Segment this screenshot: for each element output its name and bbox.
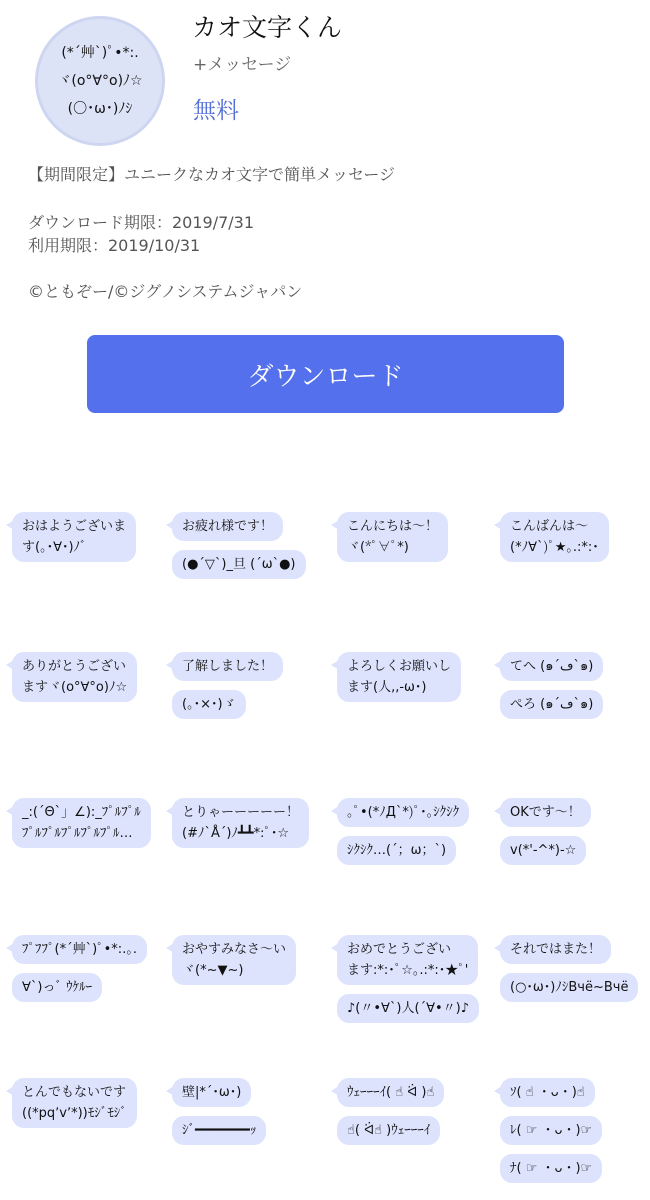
sticker-text: (#ﾉ`Å´)ﾉ┻┻*:ﾟ･☆ — [182, 826, 289, 841]
speech-bubble — [500, 973, 638, 1002]
sticker-text: ｡ﾟ•(*ﾉД`*)ﾟ･｡ｼｸｼｸ — [347, 805, 460, 820]
sticker-item[interactable] — [172, 935, 332, 994]
sticker-item[interactable] — [172, 512, 332, 588]
speech-bubble — [500, 836, 586, 865]
sticker-item[interactable] — [337, 652, 497, 711]
sticker-item[interactable] — [337, 512, 497, 571]
speech-bubble — [500, 935, 611, 964]
sticker-text: 了解しました！ — [182, 659, 274, 674]
app-icon-line: (〇･ω･)ﾉｼ — [67, 101, 133, 117]
app-icon-line: (*´艸`)ﾟ•*:. — [61, 45, 139, 61]
sticker-text: ♪(〃•∀`)人(´∀•〃)♪ — [347, 1001, 470, 1016]
sticker-text: ﾌﾟﾙﾌﾟﾙﾌﾟﾙﾌﾟﾙﾌﾟﾙ… — [22, 826, 133, 841]
copyright-text: ©ともぞー/©ジグノシステムジャパン — [28, 282, 303, 301]
speech-bubble — [500, 1078, 595, 1107]
speech-bubble — [12, 652, 137, 702]
app-title: カオ文字くん — [192, 13, 343, 42]
sticker-item[interactable] — [500, 1078, 650, 1192]
speech-bubble — [12, 1078, 137, 1128]
sticker-text: てへ (๑´ڡ`๑) — [510, 659, 594, 674]
speech-bubble — [337, 1078, 444, 1107]
sticker-text: とんでもないです — [22, 1085, 127, 1100]
sticker-text: (*ﾉ∀`)ﾟ★｡.:*:･ — [510, 540, 599, 555]
speech-bubble — [172, 550, 306, 579]
speech-bubble — [172, 1116, 266, 1145]
sticker-text: ヾ(*ﾟ∀ﾟ*) — [347, 540, 409, 555]
sticker-item[interactable] — [337, 935, 497, 1032]
speech-bubble — [500, 1116, 602, 1145]
download-button[interactable]: ダウンロード — [87, 335, 564, 413]
sticker-text: こんばんは～ — [510, 519, 589, 534]
sticker-text: ありがとうござい — [22, 659, 127, 674]
sticker-text: おめでとうござい — [347, 942, 452, 957]
speech-bubble — [172, 690, 246, 719]
speech-bubble — [12, 935, 147, 964]
speech-bubble — [172, 1078, 251, 1107]
sticker-text: _:(´Θ`」∠):_ﾌﾟﾙﾌﾟﾙ — [22, 805, 141, 820]
app-description: 【期間限定】ユニークなカオ文字で簡単メッセージ — [28, 165, 396, 184]
speech-bubble — [172, 652, 283, 681]
sticker-item[interactable] — [500, 798, 650, 874]
sticker-text: ぺろ (๑´ڡ`๑) — [510, 697, 594, 712]
sticker-item[interactable] — [337, 1078, 497, 1154]
sticker-text: それではまた！ — [510, 942, 602, 957]
sticker-text: お疲れ様です！ — [182, 519, 274, 534]
speech-bubble — [172, 798, 309, 848]
sticker-item[interactable] — [172, 798, 332, 857]
speech-bubble — [337, 935, 478, 985]
sticker-text: ます(人,,-ω･) — [347, 680, 427, 695]
speech-bubble — [172, 512, 283, 541]
speech-bubble — [500, 512, 609, 562]
sticker-text: こんにちは～！ — [347, 519, 439, 534]
speech-bubble — [337, 652, 461, 702]
app-subtitle: +メッセージ — [193, 55, 292, 75]
sticker-item[interactable] — [500, 935, 650, 1011]
speech-bubble — [500, 798, 591, 827]
sticker-text: ﾚ( ☞ ・ᴗ・)☞ — [510, 1123, 593, 1138]
sticker-text: OKです～！ — [510, 805, 581, 820]
sticker-item[interactable] — [337, 798, 497, 874]
sticker-text: ｼﾞ━━━━━━━ｯ — [182, 1123, 257, 1138]
sticker-item[interactable] — [12, 1078, 172, 1137]
speech-bubble — [12, 512, 136, 562]
sticker-text: とりゃーーーーー！ — [182, 805, 300, 820]
sticker-text: ((*pqʼvʼ*))ﾓｼﾞﾓｼﾞ — [22, 1106, 127, 1121]
sticker-item[interactable] — [12, 798, 172, 857]
sticker-text: (｡･×･)ゞ — [182, 697, 236, 712]
sticker-item[interactable] — [12, 512, 172, 571]
download-limit: ダウンロード期限：2019/7/31 — [28, 213, 255, 232]
sticker-text: ｿ( ☝ ・ᴗ・)☝ — [510, 1085, 585, 1100]
sticker-item[interactable] — [500, 652, 650, 728]
sticker-item[interactable] — [12, 652, 172, 711]
sticker-text: おはようございま — [22, 519, 127, 534]
speech-bubble — [12, 798, 151, 848]
speech-bubble — [500, 652, 603, 681]
speech-bubble — [337, 994, 479, 1023]
sticker-item[interactable] — [12, 935, 172, 1011]
sticker-text: (●´▽`)_旦 (´ω`●) — [182, 557, 296, 572]
speech-bubble — [500, 690, 603, 719]
sticker-text: ｳｪｰｰｰｲ( ☝ ᐛ )☝ — [347, 1085, 435, 1100]
speech-bubble — [500, 1154, 602, 1183]
sticker-text: ﾌﾟﾌﾌﾟ(*´艸`)ﾟ•*:.｡. — [22, 942, 137, 957]
sticker-text: おやすみなさ～い — [182, 942, 287, 957]
speech-bubble — [172, 935, 296, 985]
sticker-text: ☝( ᐛ☝ )ｳｪｰｰｰｲ — [347, 1123, 431, 1138]
sticker-text: (○･ω･)ﾉｼBчё~Bчё — [510, 980, 629, 995]
sticker-text: ヾ(*~▼~) — [182, 963, 244, 978]
speech-bubble — [337, 836, 456, 865]
speech-bubble — [337, 1116, 440, 1145]
sticker-item[interactable] — [172, 1078, 332, 1154]
sticker-text: ﾅ( ☞ ・ᴗ・)☞ — [510, 1161, 593, 1176]
price-label: 無料 — [193, 98, 239, 124]
sticker-text: ます:*:･ﾟ☆｡.:*:･★ﾟ' — [347, 963, 469, 978]
app-icon-line: ヾ(o°∀°o)ﾉ☆ — [57, 73, 143, 89]
sticker-item[interactable] — [500, 512, 650, 571]
sticker-text: 壁|*´･ω･) — [182, 1085, 242, 1100]
speech-bubble — [337, 512, 448, 562]
speech-bubble — [337, 798, 469, 827]
sticker-item[interactable] — [172, 652, 332, 728]
sticker-text: よろしくお願いし — [347, 659, 452, 674]
sticker-text: ますヾ(o°∀°o)ﾉ☆ — [22, 680, 128, 695]
sticker-text: v(*'-^*)-☆ — [510, 843, 577, 858]
sticker-text: ∀`)っﾞ ｳｹﾙｰ — [22, 980, 93, 995]
speech-bubble — [12, 973, 102, 1002]
sticker-text: ｼｸｼｸ…(´；ω；`) — [347, 843, 447, 858]
use-limit: 利用期限：2019/10/31 — [28, 236, 201, 255]
sticker-text: す(｡･∀･)ﾉﾞ — [22, 540, 87, 555]
